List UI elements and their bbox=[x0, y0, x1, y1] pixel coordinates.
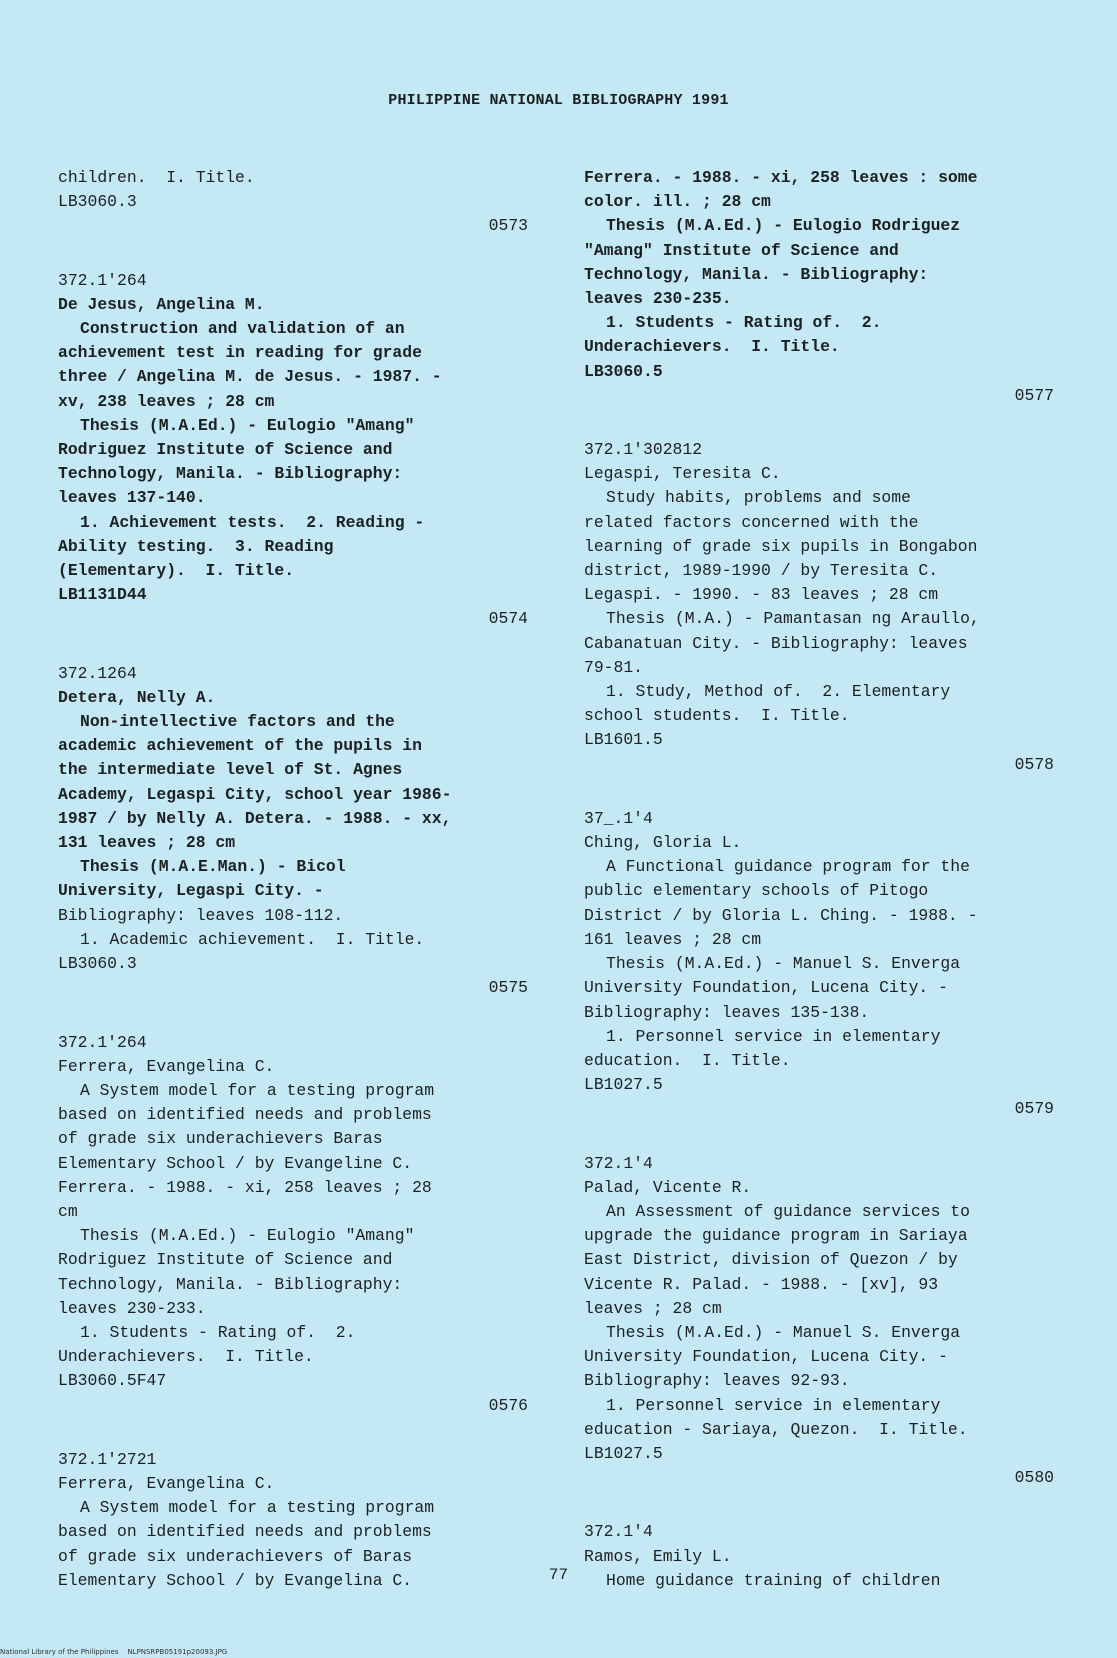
subject-line: 1. Achievement tests. 2. Reading - bbox=[80, 512, 425, 532]
page-header: PHILIPPINE NATIONAL BIBLIOGRAPHY 1991 bbox=[388, 92, 729, 109]
title-line: Academy, Legaspi City, school year 1986- bbox=[58, 784, 452, 804]
title-line: based on identified needs and problems bbox=[58, 1522, 432, 1542]
entry-number: 0580 bbox=[1014, 1468, 1054, 1488]
call-number: LB1027.5 bbox=[584, 1075, 663, 1095]
entry-0573-continuation bbox=[58, 166, 528, 239]
entry-number: 0579 bbox=[1014, 1099, 1054, 1119]
entry-number: 0575 bbox=[488, 978, 528, 998]
note-line: University Foundation, Lucena City. - bbox=[584, 978, 948, 998]
title-line: xv, 238 leaves ; 28 cm bbox=[58, 391, 275, 411]
title-line: Ferrera. - 1988. - xi, 258 leaves ; 28 bbox=[58, 1177, 432, 1197]
title-line: of grade six underachievers Baras bbox=[58, 1129, 383, 1149]
class-number: 372.1'264 bbox=[58, 1032, 147, 1052]
class-number: 372.1'4 bbox=[584, 1522, 653, 1542]
entry-number: 0573 bbox=[488, 216, 528, 236]
title-line: A System model for a testing program bbox=[80, 1080, 435, 1100]
entry-number: 0578 bbox=[1014, 754, 1054, 774]
note-line: Thesis (M.A.Ed.) - Eulogio "Amang" bbox=[80, 415, 415, 435]
scan-footer: National Library of the Philippines NLPNSRPB05191p20093.JPG bbox=[0, 1648, 228, 1656]
note-line: leaves 137-140. bbox=[58, 488, 206, 508]
title-line: An Assessment of guidance services to bbox=[606, 1201, 970, 1221]
entry-number: 0577 bbox=[1014, 385, 1054, 405]
title-line: related factors concerned with the bbox=[584, 512, 919, 532]
note-line: leaves 230-235. bbox=[584, 289, 732, 309]
author: Ferrera, Evangelina C. bbox=[58, 1473, 275, 1493]
author: Detera, Nelly A. bbox=[58, 687, 216, 707]
note-line: Bibliography: leaves 92-93. bbox=[584, 1371, 850, 1391]
title-line: leaves ; 28 cm bbox=[584, 1298, 722, 1318]
entry-0576 bbox=[58, 1031, 528, 1418]
entry-0579 bbox=[584, 807, 1054, 1122]
call-number: LB3060.5F47 bbox=[58, 1371, 167, 1391]
subject-line: school students. I. Title. bbox=[584, 706, 850, 726]
title-line: the intermediate level of St. Agnes bbox=[58, 760, 403, 780]
author: Ramos, Emily L. bbox=[584, 1546, 732, 1566]
note-line: University, Legaspi City. - bbox=[58, 881, 324, 901]
subject-line: education. I. Title. bbox=[584, 1050, 791, 1070]
left-column bbox=[58, 166, 528, 1593]
title-line: 1987 / by Nelly A. Detera. - 1988. - xx, bbox=[58, 808, 452, 828]
title-line: Study habits, problems and some bbox=[606, 488, 911, 508]
class-number: 372.1'4 bbox=[584, 1153, 653, 1173]
title-line: District / by Gloria L. Ching. - 1988. - bbox=[584, 905, 978, 925]
subject-line: education - Sariaya, Quezon. I. Title. bbox=[584, 1419, 968, 1439]
note-line: Bibliography: leaves 108-112. bbox=[58, 905, 344, 925]
subject-line: (Elementary). I. Title. bbox=[58, 561, 295, 581]
title-line: three / Angelina M. de Jesus. - 1987. - bbox=[58, 367, 442, 387]
note-line: University Foundation, Lucena City. - bbox=[584, 1347, 948, 1367]
entry-0577-continuation bbox=[584, 166, 1054, 408]
title-line: learning of grade six pupils in Bongabon bbox=[584, 536, 978, 556]
title-line: district, 1989-1990 / by Teresita C. bbox=[584, 561, 939, 581]
right-column bbox=[584, 166, 1054, 1593]
entry-0575 bbox=[58, 662, 528, 1001]
title-line: color. ill. ; 28 cm bbox=[584, 192, 771, 212]
entry-0580 bbox=[584, 1152, 1054, 1491]
note-line: Thesis (M.A.Ed.) - Eulogio "Amang" bbox=[80, 1226, 415, 1246]
title-line: public elementary schools of Pitogo bbox=[584, 881, 929, 901]
title-line: Legaspi. - 1990. - 83 leaves ; 28 cm bbox=[584, 585, 939, 605]
title-line: Non-intellective factors and the bbox=[80, 712, 395, 732]
subject-line: Underachievers. I. Title. bbox=[584, 337, 840, 357]
call-number: LB3060.3 bbox=[58, 954, 137, 974]
title-line: Elementary School / by Evangeline C. bbox=[58, 1153, 413, 1173]
note-line: Thesis (M.A.) - Pamantasan ng Araullo, bbox=[606, 609, 980, 629]
note-line: leaves 230-233. bbox=[58, 1298, 206, 1318]
subject-line: 1. Students - Rating of. 2. bbox=[80, 1322, 356, 1342]
author: Ching, Gloria L. bbox=[584, 833, 742, 853]
title-line: A Functional guidance program for the bbox=[606, 857, 970, 877]
class-number: 372.1'2721 bbox=[58, 1449, 157, 1469]
subject-line: 1. Personnel service in elementary bbox=[606, 1395, 941, 1415]
subject-line: Underachievers. I. Title. bbox=[58, 1347, 314, 1367]
title-line: 161 leaves ; 28 cm bbox=[584, 929, 762, 949]
title-line: Ferrera. - 1988. - xi, 258 leaves : some bbox=[584, 168, 978, 187]
title-line: of grade six underachievers of Baras bbox=[58, 1546, 413, 1566]
title-line: Home guidance training of children bbox=[606, 1570, 941, 1590]
call-number: LB3060.5 bbox=[584, 361, 663, 381]
note-line: Bibliography: leaves 135-138. bbox=[584, 1002, 870, 1022]
title-line: cm bbox=[58, 1201, 78, 1221]
author: Palad, Vicente R. bbox=[584, 1177, 752, 1197]
subject-line: 1. Academic achievement. I. Title. bbox=[80, 929, 425, 949]
note-line: Thesis (M.A.Ed.) - Manuel S. Enverga bbox=[606, 1322, 961, 1342]
entry-0574 bbox=[58, 269, 528, 632]
title-line: based on identified needs and problems bbox=[58, 1105, 432, 1125]
title-line: 131 leaves ; 28 cm bbox=[58, 833, 236, 853]
author: Ferrera, Evangelina C. bbox=[58, 1056, 275, 1076]
entry-number: 0574 bbox=[488, 609, 528, 629]
author: De Jesus, Angelina M. bbox=[58, 294, 265, 314]
title-line: academic achievement of the pupils in bbox=[58, 736, 422, 756]
note-line: Thesis (M.A.Ed.) - Manuel S. Enverga bbox=[606, 954, 961, 974]
note-line: 79-81. bbox=[584, 657, 644, 677]
author: Legaspi, Teresita C. bbox=[584, 464, 781, 484]
title-line: Vicente R. Palad. - 1988. - [xv], 93 bbox=[584, 1274, 939, 1294]
note-line: Technology, Manila. - Bibliography: bbox=[584, 264, 929, 284]
note-line: Cabanatuan City. - Bibliography: leaves bbox=[584, 633, 968, 653]
title-line: achievement test in reading for grade bbox=[58, 343, 422, 363]
title-line: Elementary School / by Evangelina C. bbox=[58, 1570, 413, 1590]
subject-line: 1. Personnel service in elementary bbox=[606, 1026, 941, 1046]
call-number: LB1601.5 bbox=[584, 730, 663, 750]
note-line: Rodriguez Institute of Science and bbox=[58, 440, 393, 460]
note-line: Technology, Manila. - Bibliography: bbox=[58, 464, 403, 484]
title-line: Construction and validation of an bbox=[80, 319, 405, 339]
entry-number: 0576 bbox=[488, 1395, 528, 1415]
title-line: upgrade the guidance program in Sariaya bbox=[584, 1226, 968, 1246]
class-number: 372.1'302812 bbox=[584, 440, 703, 460]
subject-line: 1. Study, Method of. 2. Elementary bbox=[606, 682, 951, 702]
page-number: 77 bbox=[548, 1566, 569, 1584]
entry-0578 bbox=[584, 438, 1054, 777]
text-line: children. I. Title. bbox=[58, 168, 255, 187]
class-number: 372.1'264 bbox=[58, 270, 147, 290]
note-line: Thesis (M.A.E.Man.) - Bicol bbox=[80, 857, 346, 877]
title-line: A System model for a testing program bbox=[80, 1498, 435, 1518]
note-line: "Amang" Institute of Science and bbox=[584, 240, 899, 260]
note-line: Rodriguez Institute of Science and bbox=[58, 1250, 393, 1270]
call-number: LB1027.5 bbox=[584, 1443, 663, 1463]
call-number: LB3060.3 bbox=[58, 192, 137, 212]
class-number: 372.1264 bbox=[58, 663, 137, 683]
note-line: Technology, Manila. - Bibliography: bbox=[58, 1274, 403, 1294]
call-number: LB1131D44 bbox=[58, 585, 147, 605]
title-line: East District, division of Quezon / by bbox=[584, 1250, 958, 1270]
class-number: 37_.1'4 bbox=[584, 808, 653, 828]
note-line: Thesis (M.A.Ed.) - Eulogio Rodriguez bbox=[606, 216, 961, 236]
subject-line: 1. Students - Rating of. 2. bbox=[606, 313, 882, 333]
subject-line: Ability testing. 3. Reading bbox=[58, 536, 334, 556]
